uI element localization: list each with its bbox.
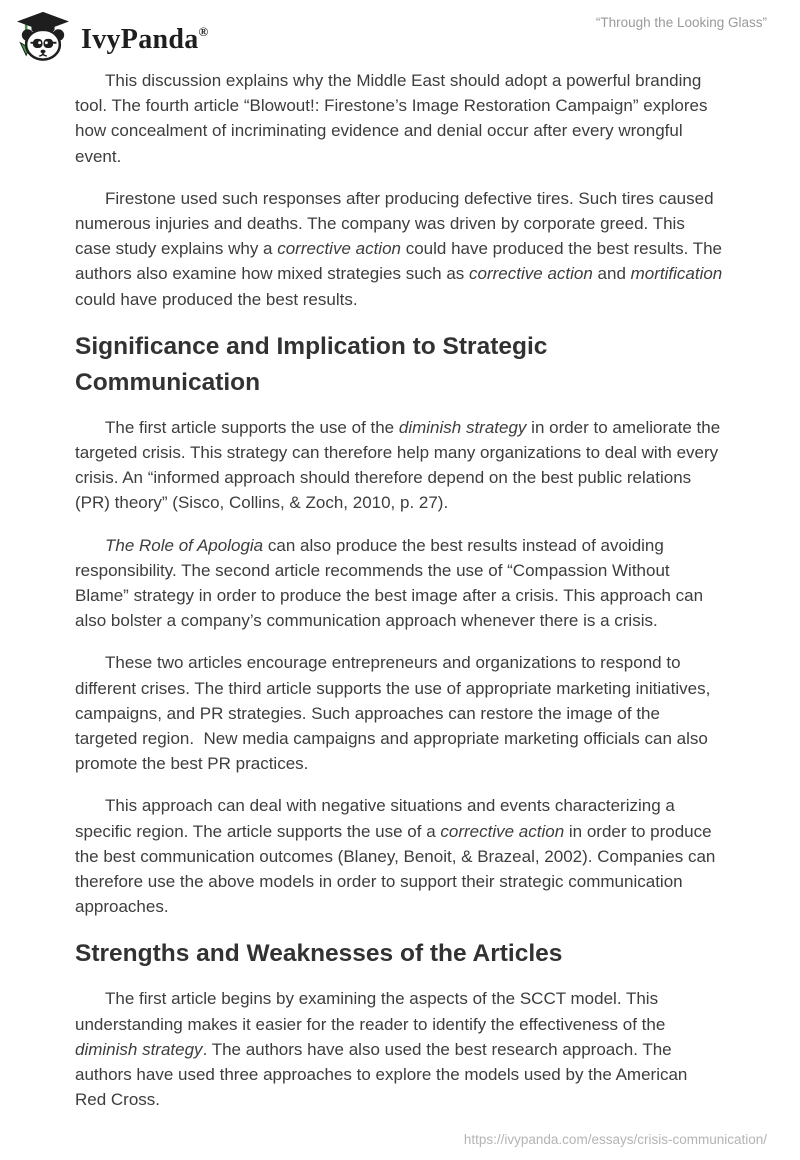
italic-segment: mortification — [630, 264, 723, 284]
paragraph — [75, 793, 723, 919]
text-segment: The first article supports the use of the — [105, 417, 399, 437]
paragraph — [75, 415, 723, 516]
italic-segment: corrective action — [469, 264, 593, 284]
paragraph — [75, 986, 723, 1112]
paragraph — [75, 68, 723, 169]
text-segment: Firestone used such responses after producing defective tires. Such tires caused numerous injuries and deaths. The company was driven by corporate greed. This case study explains why a — [75, 188, 714, 259]
registered-mark: ® — [198, 24, 209, 39]
paragraph — [75, 533, 723, 634]
panda-graduate-icon — [14, 10, 72, 62]
paragraph — [75, 650, 723, 776]
italic-segment: The Role of Apologia — [105, 535, 264, 555]
section-heading: Significance and Implication to Strategic Communication — [75, 332, 548, 396]
text-segment: This discussion explains why the Middle East should adopt a powerful branding tool. The fourth article “Blowout!: Firestone’s Image Restoration Campaign” explores how concealment of incriminating evidence and denial occur after every wrongful event. — [75, 71, 708, 166]
brand-name: IvyPanda® — [81, 24, 209, 55]
brand-logo — [14, 6, 209, 66]
text-segment: in order to produce the best communication outcomes (Blaney, Benoit, & Brazeal, 2002). Companies can therefore use the above models in order to support their strategic communication approaches. — [75, 821, 716, 917]
section-heading: Strengths and Weaknesses of the Articles — [75, 940, 563, 968]
article-body — [75, 68, 723, 1130]
italic-segment: corrective action — [440, 821, 565, 841]
page-header — [14, 6, 767, 66]
text-segment: can also produce the best results instead of avoiding responsibility. The second article recommends the use of “Compassion Without Blame” strategy in order to produce the best image after a crisis. This approach can also bolster a company’s communication approach whenever there is a crisis. — [75, 535, 704, 631]
text-segment: The first article begins by examining the aspects of the SCCT model. This understanding makes it easier for the reader to identify the effectiveness of the — [75, 989, 666, 1034]
text-segment: could have produced the best results. The authors also examine how mixed strategies such as — [75, 239, 722, 284]
document-title: “Through the Looking Glass” — [595, 15, 767, 30]
text-segment: This approach can deal with negative situations and events characterizing a specific region. The article supports the use of a — [75, 796, 675, 841]
italic-segment: corrective action — [277, 239, 401, 259]
italic-segment: diminish strategy — [398, 417, 527, 437]
paragraph — [75, 186, 723, 312]
text-segment: . The authors have also used the best research approach. The authors have used three approaches to explore the models used by the American Red Cross. — [75, 1039, 688, 1110]
italic-segment: diminish strategy — [75, 1039, 203, 1059]
footer-url: https://ivypanda.com/essays/crisis-communication/ — [463, 1132, 767, 1147]
text-segment: and — [592, 264, 631, 284]
text-segment: These two articles encourage entrepreneurs and organizations to respond to different crises. The third article supports the use of appropriate marketing initiatives, campaigns, and PR strategies. Such approaches can restore the image of the targeted region. New media campaigns and appropriate marketing officials can also promote the best PR practices. — [75, 653, 711, 774]
text-segment: in order to ameliorate the targeted crisis. This strategy can therefore help many organizations to deal with every crisis. An “informed approach should therefore depend on the best public relations (PR) theory” (Sisco, Collins, & Zoch, 2010, p. 27). — [75, 417, 721, 513]
text-segment: could have produced the best results. — [75, 289, 358, 309]
